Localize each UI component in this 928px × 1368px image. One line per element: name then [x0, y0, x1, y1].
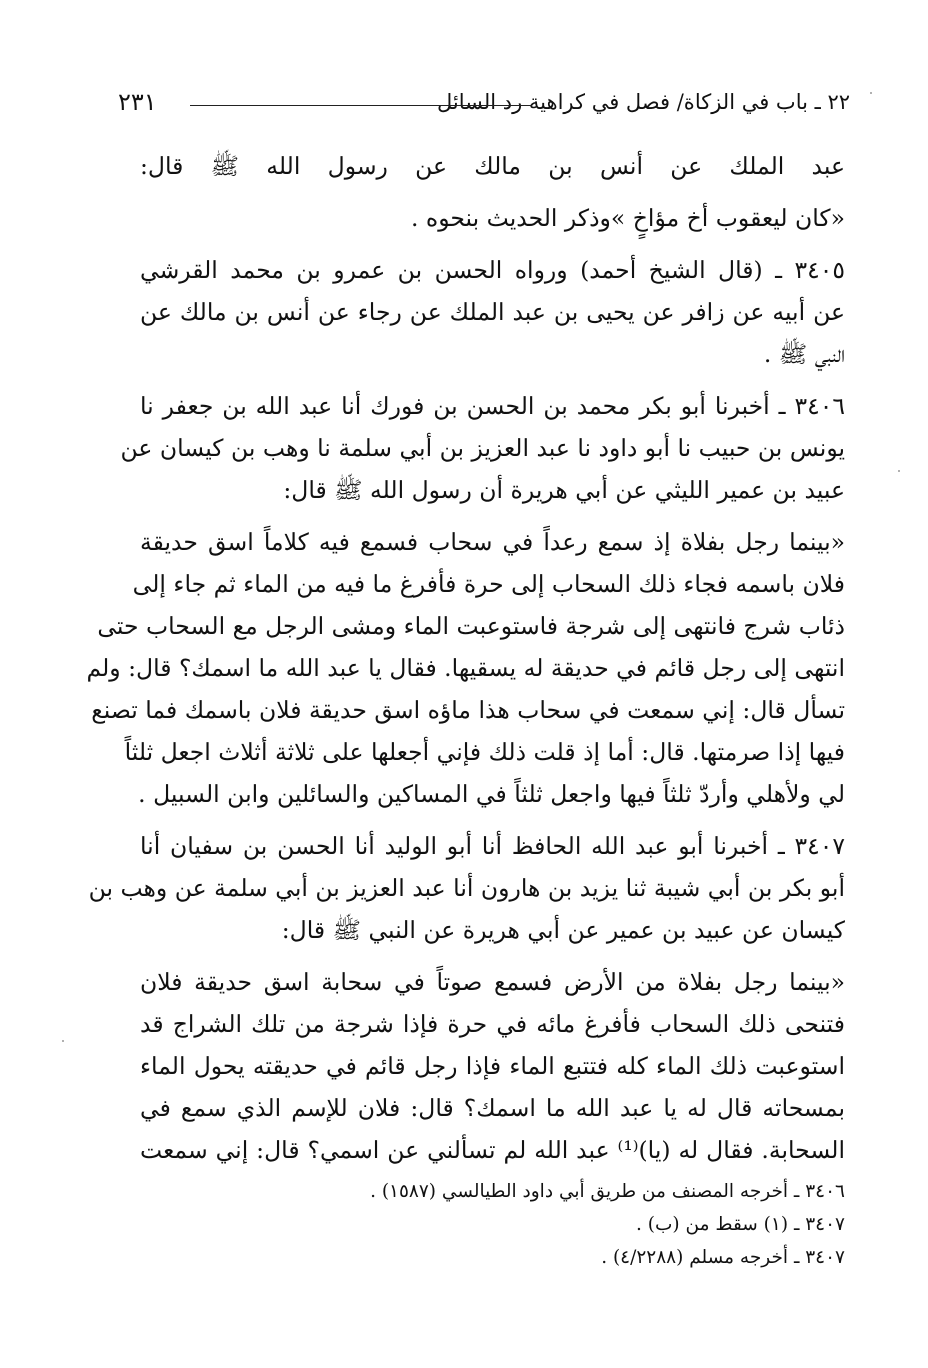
- scan-speck: [898, 470, 900, 472]
- text-line: عبيد بن عمير الليثي عن أبي هريرة أن رسول الله ﷺ قال:: [283, 476, 845, 504]
- header-rule: [190, 105, 532, 106]
- text-line: «بينما رجل بفلاة إذ سمع رعداً في سحاب فسمع فيه كلاماً اسق حديقة: [140, 528, 845, 556]
- text-line: السحابة. فقال له (يا)⁽¹⁾ عبد الله لم تسألني عن اسمي؟ قال: إني سمعت: [140, 1136, 845, 1164]
- text-line: لي ولأهلي وأردّ ثلثاً فيها واجعل ثلثاً في المساكين والسائلين وابن السبيل .: [138, 780, 845, 808]
- text-line: استوعبت ذلك الماء كله فتتبع الماء فإذا رجل قائم في حديقته يحول الماء: [140, 1052, 845, 1080]
- text-line: فتنحى ذلك السحاب فأفرغ مائه في حرة فإذا شرجة من تلك الشراج قد: [140, 1010, 845, 1038]
- text-line: تسأل قال: إني سمعت في سحاب هذا ماؤه اسق حديقة فلان باسمك فما تصنع: [91, 696, 845, 724]
- text-line: انتهى إلى رجل قائم في حديقة له يسقيها. فقال يا عبد الله ما اسمك؟ قال: ولم: [86, 654, 845, 682]
- paragraph: [140, 197, 845, 239]
- paragraph: [86, 521, 845, 815]
- footnotes: [300, 1175, 845, 1274]
- text-line: ٣٤٠٦ ـ أخبرنا أبو بكر محمد بن الحسن بن فورك أنا عبد الله بن جعفر نا: [140, 392, 845, 420]
- paragraph: [88, 825, 845, 951]
- scan-speck: [870, 92, 872, 94]
- page-number: ٢٣١: [118, 88, 157, 116]
- chapter-title: ٢٢ ـ باب في الزكاة/ فصل في كراهية رد السائل: [436, 90, 850, 114]
- text-line: عبد الملك عن أنس بن مالك عن رسول الله ﷺ قال:: [140, 152, 845, 180]
- text-line: النبي ﷺ .: [763, 340, 845, 368]
- text-line: ذئاب شرج فانتهى إلى شرجة فاستوعبت الماء ومشى الرجل مع السحاب حتى: [97, 612, 845, 640]
- text-line: كيسان عن عبيد بن عمير عن أبي هريرة عن النبي ﷺ قال:: [281, 916, 845, 944]
- scan-speck: [62, 1040, 64, 1042]
- text-line: يونس بن حبيب نا أبو داود نا عبد العزيز بن أبي سلمة نا وهب بن كيسان عن: [120, 434, 845, 462]
- text-line: «بينما رجل بفلاة من الأرض فسمع صوتاً في سحابة اسق حديقة فلان: [140, 968, 845, 996]
- footnote: ٣٤٠٧ ـ أخرجه مسلم (٤/٢٢٨٨) .: [601, 1247, 845, 1268]
- text-line: عن أبيه عن زافر عن يحيى بن عبد الملك عن رجاء عن أنس بن مالك عن: [140, 298, 845, 326]
- text-line: ٣٤٠٥ ـ (قال الشيخ أحمد) ورواه الحسن بن عمرو بن محمد القرشي: [140, 256, 845, 284]
- paragraph: [140, 145, 845, 187]
- text-line: أبو بكر بن أبي شيبة ثنا يزيد بن هارون أنا عبد العزيز بن أبي سلمة عن وهب بن: [88, 874, 845, 902]
- paragraph: [140, 961, 845, 1171]
- running-header: [110, 88, 850, 122]
- text-line: فلان باسمه فجاء ذلك السحاب إلى حرة فأفرغ ما فيه من الماء ثم جاء إلى: [132, 570, 845, 598]
- main-text: [86, 145, 845, 1181]
- text-line: فيها إذا صرمتها. قال: أما إذ قلت ذلك فإني أجعلها على ثلاثة أثلاث اجعل ثلثاً: [124, 738, 845, 766]
- footnote: ٣٤٠٦ ـ أخرجه المصنف من طريق أبي داود الطيالسي (١٥٨٧) .: [370, 1181, 845, 1202]
- paragraph: [120, 385, 845, 511]
- paragraph: [140, 249, 845, 375]
- text-line: «كان ليعقوب أخ مؤاخٍ »وذكر الحديث بنحوه .: [410, 204, 845, 232]
- footnote: ٣٤٠٧ ـ (١) سقط من (ب) .: [636, 1214, 845, 1235]
- text-line: بمسحاته قال له يا عبد الله ما اسمك؟ قال: فلان للإسم الذي سمع في: [140, 1094, 845, 1122]
- text-line: ٣٤٠٧ ـ أخبرنا أبو عبد الله الحافظ أنا أبو الوليد أنا الحسن بن سفيان أنا: [140, 832, 845, 860]
